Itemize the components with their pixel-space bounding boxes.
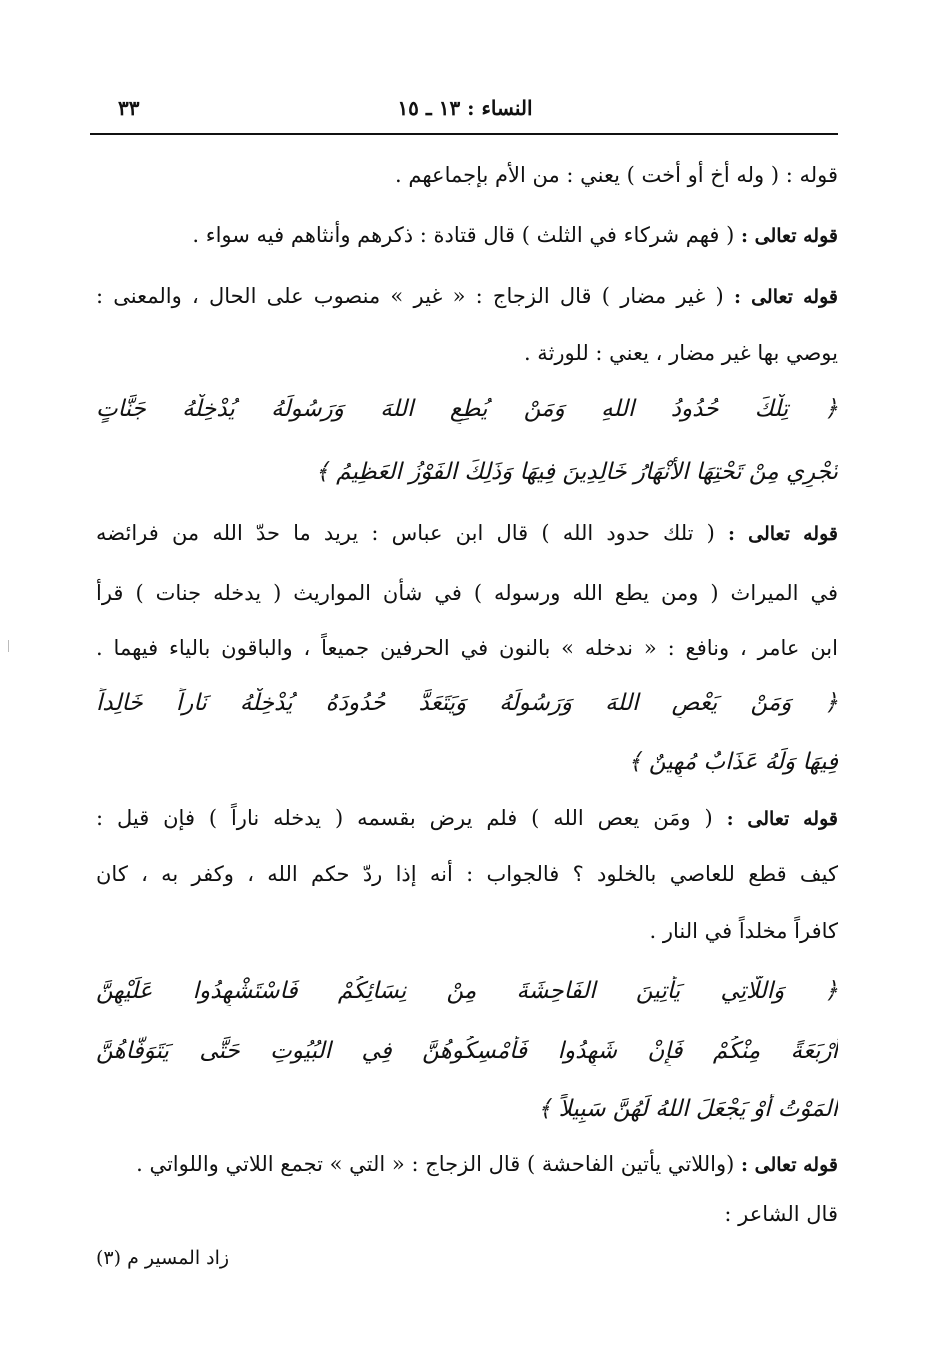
line-text: ( فهم شركاء في الثلث ) قال قتادة : ذكرهم وأنثاهم فيه سواء . — [192, 223, 735, 247]
footer-signature: زاد المسير م (٣) — [96, 1247, 230, 1269]
commentary-line — [96, 160, 838, 190]
line-text: ( تلك حدود الله ) قال ابن عباس : يريد ما حدّ الله من فرائضه — [96, 521, 715, 545]
header-rule — [90, 133, 838, 135]
line-text: ﴿ وَاللَّاتِي يَأْتِينَ الفَاحِشَةَ مِنْ نِسَائِكُمْ فَاسْتَشْهِدُوا عَلَيْهِنَّ — [96, 978, 838, 1004]
quran-verse-line — [96, 747, 838, 777]
commentary-line — [96, 518, 838, 549]
running-header — [90, 92, 840, 128]
line-text: (واللاتي يأتين الفاحشة ) قال الزجاج : « التي » تجمع اللاتي واللواتي . — [136, 1152, 735, 1176]
commentary-line — [96, 338, 838, 368]
line-text: يوصي بها غير مضار ، يعني : للورثة . — [523, 341, 838, 365]
verse-label: قوله تعالى : — [726, 808, 838, 830]
commentary-line — [96, 220, 838, 251]
line-text: المَوْتُ أَوْ يَجْعَلَ اللهُ لَهُنَّ سَبِيلاً ﴾ — [537, 1096, 838, 1122]
verse-label: قوله تعالى : — [733, 286, 838, 308]
commentary-line — [96, 859, 838, 889]
quran-verse-line — [96, 394, 838, 424]
line-text: كيف قطع للعاصي بالخلود ؟ فالجواب : أنه إذا ردّ حكم الله ، وكفر به ، كان — [96, 862, 838, 886]
line-text: ( ومَن يعص الله ) فلم يرض بقسمه ( يدخله ناراً ) فإن قيل : — [96, 806, 713, 830]
chapter-heading: النساء : ١٣ ـ ١٥ — [397, 96, 533, 120]
line-text: ﴿ وَمَنْ يَعْصِ اللهَ وَرَسُولَهُ وَيَتَعَدَّ حُدُودَهُ يُدْخِلْهُ نَاراً خَالِداً — [96, 690, 838, 716]
verse-label: قوله تعالى : — [741, 1154, 838, 1176]
verse-label: قوله تعالى : — [741, 225, 838, 247]
quran-verse-line — [96, 688, 838, 718]
line-text: أَرْبَعَةً مِنْكُمْ فَإِنْ شَهِدُوا فَأَمْسِكُوهُنَّ فِي البُيُوتِ حَتَّى يَتَوَفَّاهُنَّ — [96, 1038, 838, 1064]
commentary-line — [96, 803, 838, 834]
commentary-line — [96, 633, 838, 663]
line-text: ( غير مضار ) قال الزجاج : « غير » منصوب على الحال ، والمعنى : — [96, 284, 724, 308]
line-text: كافراً مخلداً في النار . — [649, 919, 838, 943]
commentary-line — [96, 281, 838, 312]
line-text: تَجْرِي مِنْ تَحْتِهَا الأَنْهَارُ خَالِدِينَ فِيهَا وَذَلِكَ الفَوْزُ العَظِيمُ ﴾ — [315, 459, 838, 485]
commentary-line — [96, 1199, 838, 1229]
line-text: فِيهَا وَلَهُ عَذَابٌ مُهِينٌ ﴾ — [628, 749, 838, 775]
line-text: في الميراث ( ومن يطع الله ورسوله ) في شأن المواريث ( يدخله جنات ) قرأ — [96, 581, 838, 605]
commentary-line — [96, 1149, 838, 1180]
line-text: ﴿ تِلْكَ حُدُودُ اللهِ وَمَنْ يُطِعِ اللهَ وَرَسُولَهُ يُدْخِلْهُ جَنَّاتٍ — [96, 396, 838, 422]
line-text: ابن عامر ، ونافع : « ندخله » بالنون في الحرفين جميعاً ، والباقون بالياء فيهما . — [96, 636, 838, 660]
commentary-line — [96, 916, 838, 946]
quran-verse-line — [96, 1036, 838, 1066]
commentary-line — [96, 578, 838, 608]
quran-verse-line — [96, 976, 838, 1006]
margin-mark — [8, 640, 9, 652]
page-number: ٣٣ — [118, 96, 140, 120]
quran-verse-line — [96, 457, 838, 487]
line-text: قال الشاعر : — [724, 1202, 838, 1226]
line-text: قوله : ( وله أخ أو أخت ) يعني : من الأم بإجماعهم . — [395, 163, 838, 187]
quran-verse-line — [96, 1094, 838, 1124]
verse-label: قوله تعالى : — [728, 523, 838, 545]
